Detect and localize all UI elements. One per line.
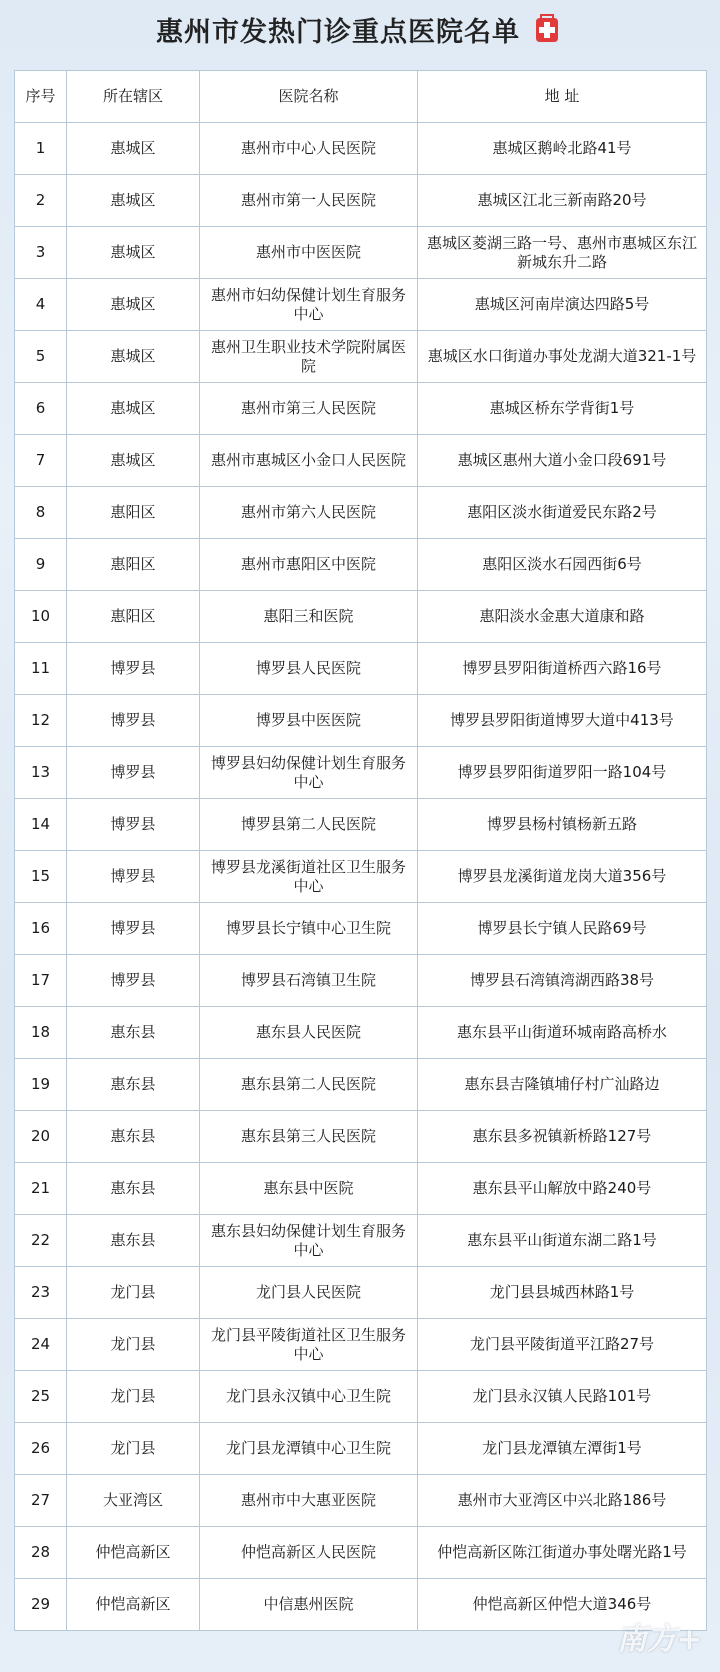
header-district: 所在辖区 (67, 71, 200, 123)
cell-address: 惠城区桥东学背街1号 (418, 383, 707, 435)
cell-address: 龙门县永汉镇人民路101号 (418, 1371, 707, 1423)
cell-district: 龙门县 (67, 1267, 200, 1319)
cell-district: 龙门县 (67, 1371, 200, 1423)
cell-index: 17 (15, 955, 67, 1007)
cell-hospital-name: 惠东县第二人民医院 (200, 1059, 418, 1111)
table-row (15, 175, 707, 227)
cell-district: 仲恺高新区 (67, 1527, 200, 1579)
cell-district: 博罗县 (67, 903, 200, 955)
cell-index: 23 (15, 1267, 67, 1319)
cell-district: 博罗县 (67, 851, 200, 903)
cell-address: 惠城区菱湖三路一号、惠州市惠城区东江新城东升二路 (418, 227, 707, 279)
cell-district: 博罗县 (67, 695, 200, 747)
cell-hospital-name: 惠州市惠阳区中医院 (200, 539, 418, 591)
table-row (15, 1579, 707, 1631)
cell-address: 惠城区江北三新南路20号 (418, 175, 707, 227)
cell-hospital-name: 博罗县妇幼保健计划生育服务中心 (200, 747, 418, 799)
cell-district: 惠城区 (67, 227, 200, 279)
cell-hospital-name: 博罗县人民医院 (200, 643, 418, 695)
table-row (15, 643, 707, 695)
cell-address: 惠东县平山街道东湖二路1号 (418, 1215, 707, 1267)
cell-address: 龙门县县城西林路1号 (418, 1267, 707, 1319)
cell-district: 博罗县 (67, 747, 200, 799)
hospital-table (14, 70, 707, 1631)
table-row (15, 1059, 707, 1111)
table-row (15, 591, 707, 643)
cell-index: 13 (15, 747, 67, 799)
cell-district: 惠城区 (67, 435, 200, 487)
cell-address: 惠州市大亚湾区中兴北路186号 (418, 1475, 707, 1527)
cell-hospital-name: 博罗县长宁镇中心卫生院 (200, 903, 418, 955)
cell-address: 惠城区鹅岭北路41号 (418, 123, 707, 175)
cell-address: 龙门县龙潭镇左潭街1号 (418, 1423, 707, 1475)
cell-district: 惠城区 (67, 331, 200, 383)
medical-cross-icon (530, 12, 564, 46)
cell-hospital-name: 博罗县龙溪街道社区卫生服务中心 (200, 851, 418, 903)
table-row (15, 331, 707, 383)
cell-index: 2 (15, 175, 67, 227)
table-row (15, 1475, 707, 1527)
cell-hospital-name: 博罗县中医医院 (200, 695, 418, 747)
cell-district: 惠城区 (67, 175, 200, 227)
cell-index: 10 (15, 591, 67, 643)
table-row (15, 1163, 707, 1215)
table-row (15, 435, 707, 487)
cell-address: 惠阳区淡水石园西街6号 (418, 539, 707, 591)
cell-index: 25 (15, 1371, 67, 1423)
header-address: 地 址 (418, 71, 707, 123)
cell-address: 仲恺高新区陈江街道办事处曙光路1号 (418, 1527, 707, 1579)
cell-index: 8 (15, 487, 67, 539)
cell-hospital-name: 惠东县人民医院 (200, 1007, 418, 1059)
table-row (15, 487, 707, 539)
cell-district: 博罗县 (67, 799, 200, 851)
cell-district: 惠东县 (67, 1111, 200, 1163)
cell-hospital-name: 仲恺高新区人民医院 (200, 1527, 418, 1579)
cell-hospital-name: 惠东县妇幼保健计划生育服务中心 (200, 1215, 418, 1267)
cell-index: 7 (15, 435, 67, 487)
cell-address: 博罗县龙溪街道龙岗大道356号 (418, 851, 707, 903)
table-row (15, 123, 707, 175)
cell-index: 22 (15, 1215, 67, 1267)
cell-hospital-name: 惠州市中医医院 (200, 227, 418, 279)
table-row (15, 799, 707, 851)
table-row (15, 1371, 707, 1423)
cell-hospital-name: 惠州市妇幼保健计划生育服务中心 (200, 279, 418, 331)
cell-district: 惠城区 (67, 279, 200, 331)
cell-address: 博罗县罗阳街道罗阳一路104号 (418, 747, 707, 799)
cell-hospital-name: 龙门县龙潭镇中心卫生院 (200, 1423, 418, 1475)
table-row (15, 279, 707, 331)
cell-hospital-name: 龙门县永汉镇中心卫生院 (200, 1371, 418, 1423)
cell-index: 28 (15, 1527, 67, 1579)
cell-district: 惠东县 (67, 1215, 200, 1267)
cell-hospital-name: 博罗县第二人民医院 (200, 799, 418, 851)
table-row (15, 1319, 707, 1371)
table-row (15, 903, 707, 955)
table-row (15, 1527, 707, 1579)
cell-hospital-name: 惠州市第三人民医院 (200, 383, 418, 435)
page-title: 惠州市发热门诊重点医院名单 (156, 16, 520, 48)
cell-index: 3 (15, 227, 67, 279)
table-row (15, 1267, 707, 1319)
cell-district: 惠阳区 (67, 539, 200, 591)
cell-address: 博罗县罗阳街道桥西六路16号 (418, 643, 707, 695)
cell-index: 26 (15, 1423, 67, 1475)
cell-address: 惠东县平山街道环城南路高桥水 (418, 1007, 707, 1059)
cell-district: 惠城区 (67, 383, 200, 435)
cell-hospital-name: 惠阳三和医院 (200, 591, 418, 643)
cell-index: 6 (15, 383, 67, 435)
cell-index: 12 (15, 695, 67, 747)
table-body (15, 123, 707, 1631)
cell-hospital-name: 惠州市中大惠亚医院 (200, 1475, 418, 1527)
cell-address: 惠阳区淡水街道爱民东路2号 (418, 487, 707, 539)
table-row (15, 227, 707, 279)
cell-hospital-name: 惠州市中心人民医院 (200, 123, 418, 175)
cell-district: 惠阳区 (67, 487, 200, 539)
cell-address: 惠东县吉隆镇埔仔村广汕路边 (418, 1059, 707, 1111)
cell-address: 仲恺高新区仲恺大道346号 (418, 1579, 707, 1631)
cell-hospital-name: 惠州市第一人民医院 (200, 175, 418, 227)
cell-index: 18 (15, 1007, 67, 1059)
header-index: 序号 (15, 71, 67, 123)
cell-hospital-name: 惠州卫生职业技术学院附属医院 (200, 331, 418, 383)
cell-district: 惠东县 (67, 1163, 200, 1215)
cell-address: 惠城区河南岸演达四路5号 (418, 279, 707, 331)
title-bar (0, 0, 720, 58)
cell-address: 惠东县平山解放中路240号 (418, 1163, 707, 1215)
cell-district: 博罗县 (67, 955, 200, 1007)
table-row (15, 747, 707, 799)
cell-hospital-name: 惠东县中医院 (200, 1163, 418, 1215)
cell-district: 惠东县 (67, 1007, 200, 1059)
cell-hospital-name: 惠州市第六人民医院 (200, 487, 418, 539)
hospital-table-wrapper (14, 70, 706, 1631)
cell-hospital-name: 惠东县第三人民医院 (200, 1111, 418, 1163)
table-header-row (15, 71, 707, 123)
cell-district: 惠阳区 (67, 591, 200, 643)
cell-address: 惠城区水口街道办事处龙湖大道321-1号 (418, 331, 707, 383)
cell-hospital-name: 龙门县平陵街道社区卫生服务中心 (200, 1319, 418, 1371)
cell-index: 19 (15, 1059, 67, 1111)
cell-index: 24 (15, 1319, 67, 1371)
cell-index: 27 (15, 1475, 67, 1527)
cell-hospital-name: 龙门县人民医院 (200, 1267, 418, 1319)
cell-district: 龙门县 (67, 1423, 200, 1475)
cell-address: 惠阳淡水金惠大道康和路 (418, 591, 707, 643)
cell-index: 21 (15, 1163, 67, 1215)
cell-address: 博罗县石湾镇湾湖西路38号 (418, 955, 707, 1007)
cell-index: 9 (15, 539, 67, 591)
cell-index: 20 (15, 1111, 67, 1163)
table-row (15, 1423, 707, 1475)
cell-district: 大亚湾区 (67, 1475, 200, 1527)
table-row (15, 1215, 707, 1267)
cell-address: 龙门县平陵街道平江路27号 (418, 1319, 707, 1371)
cell-district: 惠城区 (67, 123, 200, 175)
cell-address: 惠东县多祝镇新桥路127号 (418, 1111, 707, 1163)
cell-address: 博罗县杨村镇杨新五路 (418, 799, 707, 851)
table-row (15, 383, 707, 435)
cell-index: 15 (15, 851, 67, 903)
cell-index: 11 (15, 643, 67, 695)
cell-district: 惠东县 (67, 1059, 200, 1111)
cell-hospital-name: 惠州市惠城区小金口人民医院 (200, 435, 418, 487)
cell-address: 博罗县罗阳街道博罗大道中413号 (418, 695, 707, 747)
table-row (15, 539, 707, 591)
cell-address: 惠城区惠州大道小金口段691号 (418, 435, 707, 487)
cell-district: 仲恺高新区 (67, 1579, 200, 1631)
cell-index: 16 (15, 903, 67, 955)
table-row (15, 851, 707, 903)
cell-index: 5 (15, 331, 67, 383)
cell-address: 博罗县长宁镇人民路69号 (418, 903, 707, 955)
header-hospital-name: 医院名称 (200, 71, 418, 123)
cell-district: 博罗县 (67, 643, 200, 695)
cell-hospital-name: 中信惠州医院 (200, 1579, 418, 1631)
cell-index: 4 (15, 279, 67, 331)
table-row (15, 1111, 707, 1163)
table-row (15, 955, 707, 1007)
cell-hospital-name: 博罗县石湾镇卫生院 (200, 955, 418, 1007)
cell-index: 1 (15, 123, 67, 175)
watermark-logo: 南方+ (616, 1622, 702, 1657)
cell-index: 29 (15, 1579, 67, 1631)
table-row (15, 1007, 707, 1059)
table-row (15, 695, 707, 747)
cell-index: 14 (15, 799, 67, 851)
cell-district: 龙门县 (67, 1319, 200, 1371)
